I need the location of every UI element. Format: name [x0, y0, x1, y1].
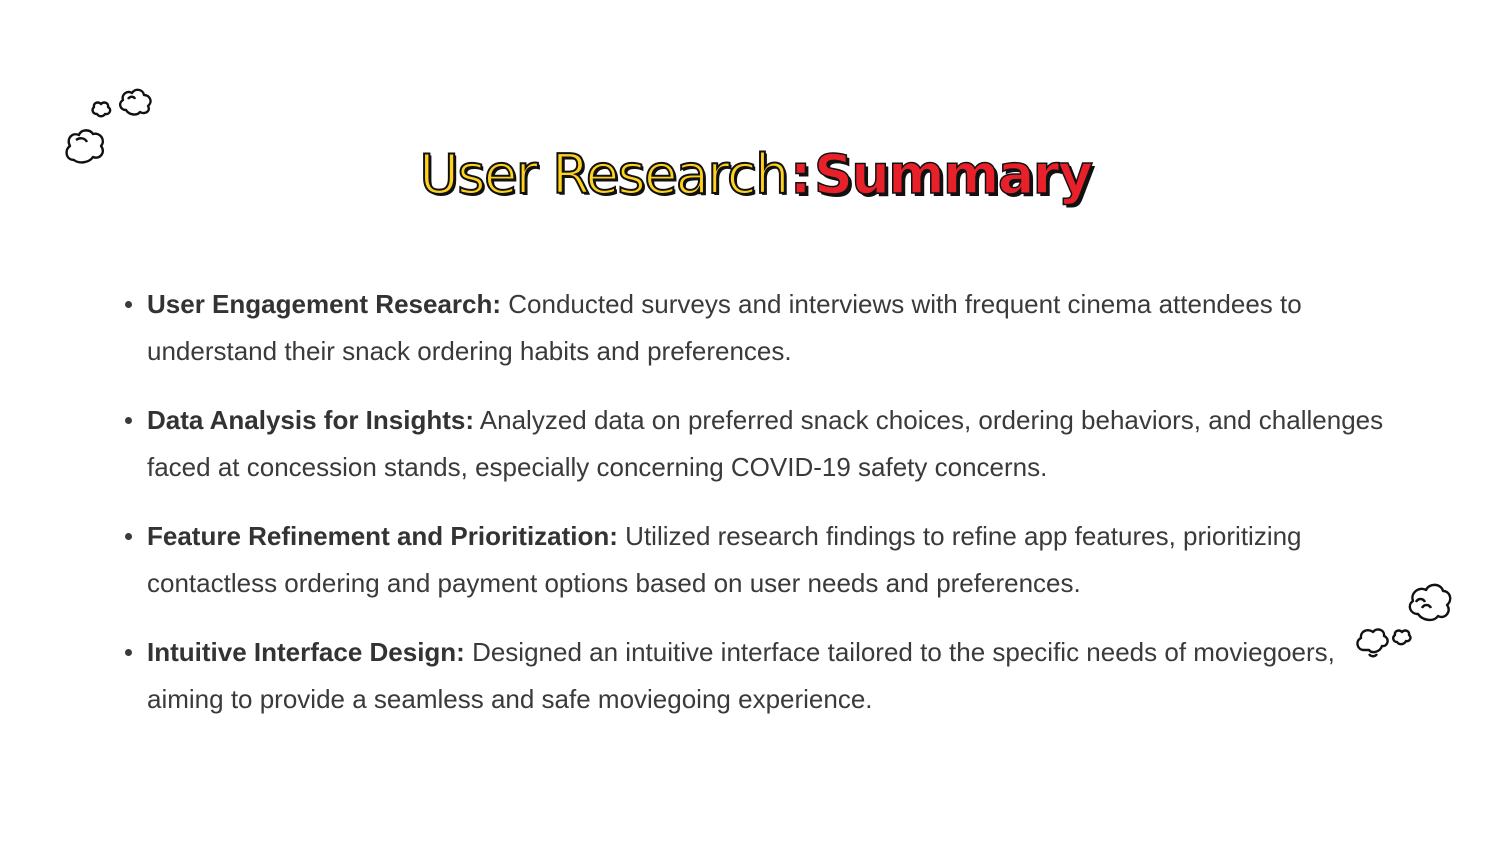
summary-list	[147, 281, 1407, 745]
list-item	[147, 397, 1407, 491]
list-item	[147, 513, 1407, 607]
bullet-label: Data Analysis for Insights:	[147, 405, 474, 435]
bullet-text: Designed an intuitive interface tailored to the specific needs of moviegoers, aiming to provide a seamless and safe moviegoing experience.	[147, 637, 1335, 714]
list-item	[147, 629, 1407, 723]
bullet-label: Intuitive Interface Design:	[147, 637, 465, 667]
bullet-text: Utilized research findings to refine app features, prioritizing contactless ordering and payment options based on user needs and preferences.	[147, 521, 1302, 598]
list-item	[147, 281, 1407, 375]
bullet-label: User Engagement Research:	[147, 289, 502, 319]
title-primary: User Research	[419, 143, 788, 206]
title-secondary: Summary	[813, 143, 1092, 206]
bullet-text: Analyzed data on preferred snack choices, ordering behaviors, and challenges faced at concession stands, especially concerning COVID-19 safety concerns.	[147, 405, 1384, 482]
page-title	[0, 140, 1511, 210]
bullet-label: Feature Refinement and Prioritization:	[147, 521, 618, 551]
bullet-text: Conducted surveys and interviews with frequent cinema attendees to understand their snack ordering habits and preferences.	[147, 289, 1302, 366]
title-separator: :	[789, 143, 810, 206]
